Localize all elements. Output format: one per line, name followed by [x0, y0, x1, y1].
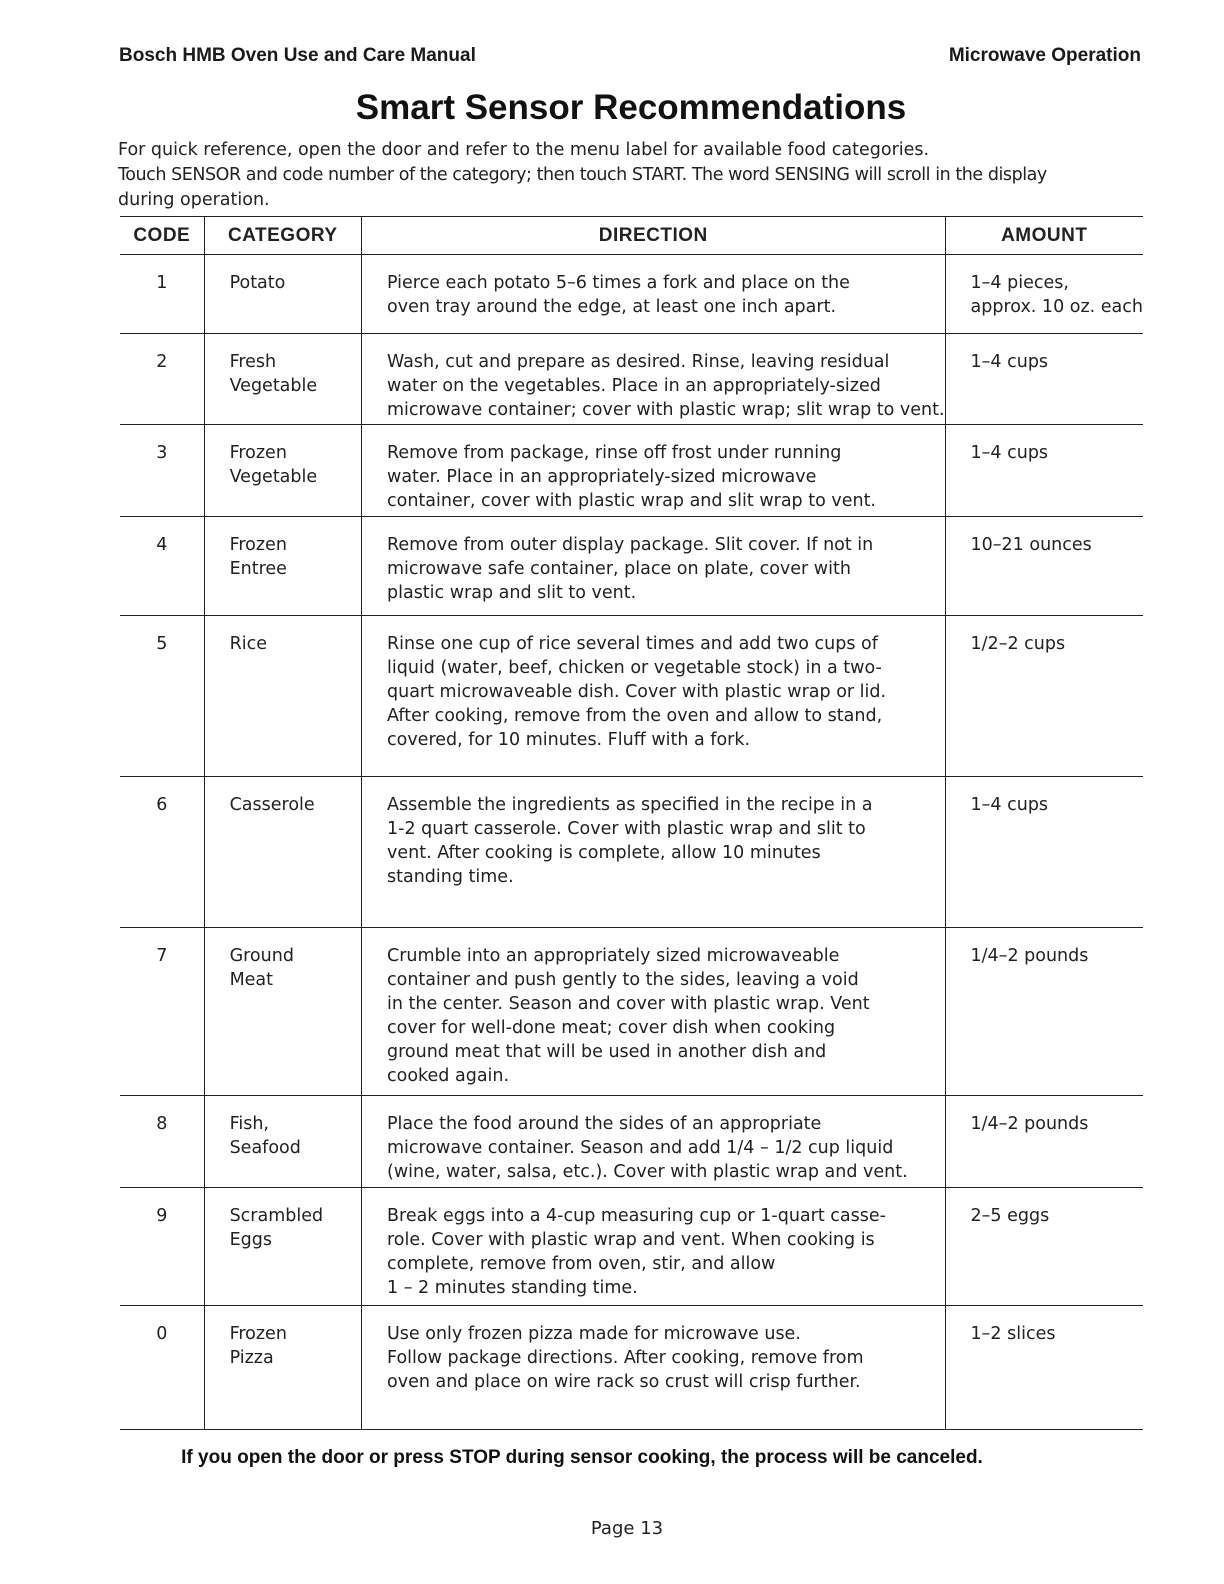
cell-direction-line: Pierce each potato 5–6 times a fork and place on the [387, 273, 850, 293]
cell-amount-line: 1–4 pieces, [970, 273, 1069, 293]
cell-category [204, 777, 361, 928]
cell-amount-line: 1/4–2 pounds [970, 946, 1089, 966]
table-row [120, 425, 1143, 517]
cell-direction-line: in the center. Season and cover with plastic wrap. Vent [387, 994, 870, 1014]
sensor-table [120, 216, 1143, 1430]
cell-amount-line: 1–2 slices [970, 1324, 1056, 1344]
cell-direction-line: liquid (water, beef, chicken or vegetable stock) in a two- [387, 658, 882, 678]
cell-amount-line: 1/4–2 pounds [970, 1114, 1089, 1134]
cell-amount [945, 425, 1143, 517]
cell-amount [945, 616, 1143, 777]
cell-category [204, 1188, 361, 1306]
cell-code: 7 [120, 928, 204, 1096]
intro-line: during operation. [118, 190, 270, 210]
cell-category [204, 616, 361, 777]
cell-code: 3 [120, 425, 204, 517]
table-row [120, 255, 1143, 334]
cell-category-line: Ground [229, 946, 294, 966]
table-row [120, 517, 1143, 616]
cell-amount [945, 1306, 1143, 1430]
cell-direction [362, 616, 946, 777]
intro-line: For quick reference, open the door and refer to the menu label for available food categories. [118, 140, 930, 160]
cell-direction-line: After cooking, remove from the oven and allow to stand, [387, 706, 883, 726]
cell-amount-line: 2–5 eggs [970, 1206, 1050, 1226]
cell-direction [362, 255, 946, 334]
cell-direction-line: role. Cover with plastic wrap and vent. When cooking is [387, 1230, 875, 1250]
cell-direction-line: Wash, cut and prepare as desired. Rinse, leaving residual [387, 352, 890, 372]
cell-direction-line: quart microwaveable dish. Cover with plastic wrap or lid. [387, 682, 887, 702]
cell-category-line: Eggs [229, 1230, 272, 1250]
cell-direction [362, 1306, 946, 1430]
cell-code: 0 [120, 1306, 204, 1430]
header-code: CODE [120, 217, 204, 255]
cell-direction-line: Break eggs into a 4-cup measuring cup or 1-quart casse- [387, 1206, 886, 1226]
cancel-note: If you open the door or press STOP during sensor cooking, the process will be canceled. [181, 1447, 983, 1468]
cell-direction [362, 517, 946, 616]
cell-code: 6 [120, 777, 204, 928]
cell-category-line: Frozen [229, 443, 287, 463]
cell-category-line: Fresh [229, 352, 277, 372]
cell-category-line: Frozen [229, 1324, 287, 1344]
cell-code: 2 [120, 334, 204, 425]
header-category: CATEGORY [204, 217, 361, 255]
cell-category-line: Rice [229, 634, 267, 654]
cell-direction-line: vent. After cooking is complete, allow 10 minutes [387, 843, 821, 863]
cell-amount-line: 1/2–2 cups [970, 634, 1066, 654]
cell-direction [362, 1188, 946, 1306]
table-row [120, 616, 1143, 777]
cell-category-line: Meat [229, 970, 274, 990]
cell-amount [945, 334, 1143, 425]
cell-direction [362, 1096, 946, 1188]
cell-amount [945, 517, 1143, 616]
cell-amount-line: approx. 10 oz. each [970, 297, 1143, 317]
table-row [120, 1306, 1143, 1430]
cell-code: 4 [120, 517, 204, 616]
page-title: Smart Sensor Recommendations [355, 88, 907, 127]
cell-amount-line: 1–4 cups [970, 443, 1049, 463]
cell-code: 5 [120, 616, 204, 777]
cell-direction-line: water on the vegetables. Place in an appropriately-sized [387, 376, 881, 396]
cell-direction-line: Place the food around the sides of an appropriate [387, 1114, 822, 1134]
table-row [120, 1188, 1143, 1306]
cell-category [204, 1096, 361, 1188]
table-row [120, 1096, 1143, 1188]
cell-direction-line: Remove from outer display package. Slit cover. If not in [387, 535, 874, 555]
cell-direction-line: microwave container; cover with plastic wrap; slit wrap to vent. [387, 400, 945, 420]
cell-direction-line: microwave container. Season and add 1/4 – 1/2 cup liquid [387, 1138, 894, 1158]
cell-category-line: Seafood [229, 1138, 301, 1158]
cell-amount [945, 1188, 1143, 1306]
cell-amount [945, 777, 1143, 928]
cell-direction-line: Remove from package, rinse off frost under running [387, 443, 842, 463]
cell-code: 9 [120, 1188, 204, 1306]
cell-category-line: Entree [229, 559, 287, 579]
cell-direction [362, 777, 946, 928]
intro-text [118, 138, 1144, 213]
cell-direction-line: covered, for 10 minutes. Fluff with a fork. [387, 730, 751, 750]
cell-category-line: Frozen [229, 535, 287, 555]
header-amount: AMOUNT [945, 217, 1143, 255]
cell-direction-line: Use only frozen pizza made for microwave use. [387, 1324, 801, 1344]
cell-amount [945, 928, 1143, 1096]
cell-direction [362, 928, 946, 1096]
table-row [120, 777, 1143, 928]
cell-direction-line: plastic wrap and slit to vent. [387, 583, 637, 603]
cell-category [204, 425, 361, 517]
table-body [120, 255, 1143, 1430]
cell-direction-line: microwave safe container, place on plate, cover with [387, 559, 851, 579]
table-row [120, 928, 1143, 1096]
cell-category [204, 517, 361, 616]
cell-category [204, 334, 361, 425]
cell-direction-line: Crumble into an appropriately sized microwaveable [387, 946, 840, 966]
cell-category-line: Casserole [229, 795, 315, 815]
cell-category-line: Vegetable [229, 376, 318, 396]
cell-direction-line: oven and place on wire rack so crust will crisp further. [387, 1372, 861, 1392]
intro-line: Touch SENSOR and code number of the category; then touch START. The word SENSING will scroll in the display [118, 165, 1047, 185]
cell-category-line: Potato [229, 273, 286, 293]
header-direction: DIRECTION [362, 217, 946, 255]
cell-direction-line: 1-2 quart casserole. Cover with plastic wrap and slit to [387, 819, 866, 839]
cell-amount [945, 1096, 1143, 1188]
cell-direction-line: Follow package directions. After cooking, remove from [387, 1348, 864, 1368]
cell-direction-line: standing time. [387, 867, 514, 887]
section-title: Microwave Operation [948, 45, 1141, 66]
cell-amount-line: 1–4 cups [970, 795, 1049, 815]
cell-direction-line: cover for well-done meat; cover dish when cooking [387, 1018, 836, 1038]
cell-code: 8 [120, 1096, 204, 1188]
cell-direction-line: container, cover with plastic wrap and slit wrap to vent. [387, 491, 876, 511]
cell-amount-line: 10–21 ounces [970, 535, 1092, 555]
cell-category-line: Pizza [229, 1348, 274, 1368]
cell-direction [362, 425, 946, 517]
cell-direction-line: (wine, water, salsa, etc.). Cover with plastic wrap and vent. [387, 1162, 908, 1182]
cell-category [204, 928, 361, 1096]
cell-category-line: Vegetable [229, 467, 318, 487]
cell-category-line: Scrambled [229, 1206, 324, 1226]
cell-direction [362, 334, 946, 425]
cell-amount [945, 255, 1143, 334]
cell-direction-line: Rinse one cup of rice several times and add two cups of [387, 634, 878, 654]
cell-category [204, 1306, 361, 1430]
page-number: Page 13 [590, 1518, 664, 1539]
cell-category-line: Fish, [229, 1114, 269, 1134]
cell-code: 1 [120, 255, 204, 334]
cell-direction-line: oven tray around the edge, at least one inch apart. [387, 297, 837, 317]
cell-direction-line: ground meat that will be used in another dish and [387, 1042, 827, 1062]
cell-category [204, 255, 361, 334]
cell-direction-line: water. Place in an appropriately-sized microwave [387, 467, 817, 487]
cell-direction-line: cooked again. [387, 1066, 510, 1086]
table-header-row [120, 217, 1143, 255]
table-row [120, 334, 1143, 425]
cell-direction-line: complete, remove from oven, stir, and allow [387, 1254, 776, 1274]
manual-title: Bosch HMB Oven Use and Care Manual [119, 45, 476, 66]
cell-direction-line: Assemble the ingredients as specified in the recipe in a [387, 795, 873, 815]
cell-direction-line: 1 – 2 minutes standing time. [387, 1278, 638, 1298]
cell-amount-line: 1–4 cups [970, 352, 1049, 372]
cell-direction-line: container and push gently to the sides, leaving a void [387, 970, 859, 990]
